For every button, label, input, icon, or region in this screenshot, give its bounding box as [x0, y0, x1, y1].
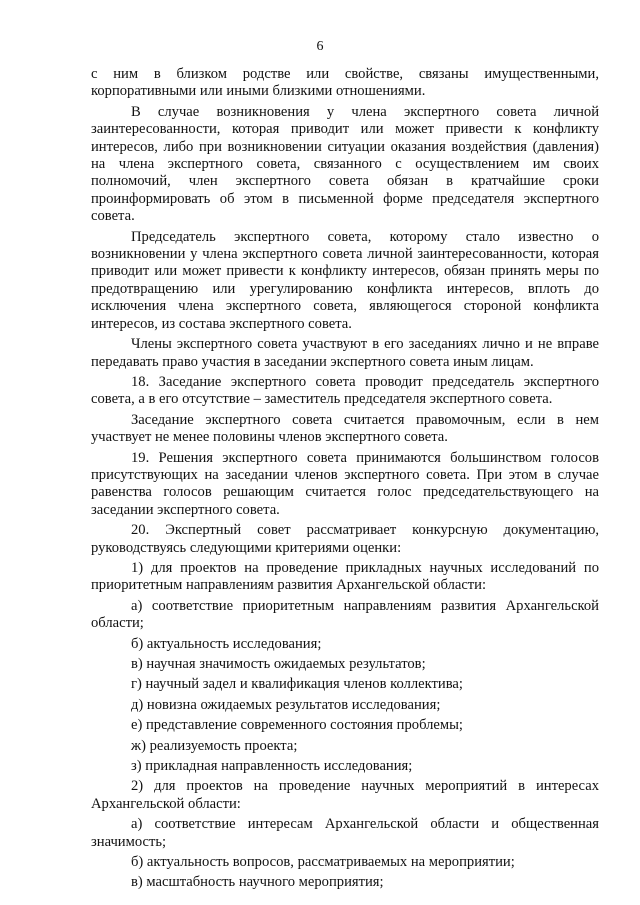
list-item: в) научная значимость ожидаемых результатов; — [131, 656, 426, 672]
document-body — [91, 66, 599, 892]
list-item: в) масштабность научного мероприятия; — [131, 874, 384, 891]
list-item: а) соответствие приоритетным направлениям развития Архангельской области; — [91, 597, 599, 632]
paragraph: с ним в близком родстве или свойстве, связаны имущественными, корпоративными или иными близкими отношениями. — [91, 66, 599, 100]
paragraph: Члены экспертного совета участвуют в его заседаниях лично и не вправе передавать право участия в заседании экспертного совета иным лицам. — [91, 336, 599, 370]
list-item: ж) реализуемость проекта; — [131, 737, 298, 754]
paragraph: Председатель экспертного совета, которому стало известно о возникновении у члена экспертного совета личной заинтересованности, которая приводит или может привести к конфликту интересов, обязан принять меры по предотвращению или урегулированию конфликта интересов, вплоть до исключения члена экспертного совета, являющегося стороной конфликта интересов, из состава экспертного совета. — [91, 228, 599, 332]
list-item: б) актуальность исследования; — [131, 635, 322, 652]
paragraph: В случае возникновения у члена экспертного совета личной заинтересованности, которая приводит или может привести к конфликту интересов, либо при возникновении ситуации оказания воздействия (давления) на члена экспертного совета, связанного с осуществлением им своих полномочий, член экспертного совета обязан в кратчайшие сроки проинформировать об этом в письменной форме председателя экспертного совета. — [91, 103, 599, 225]
list-item: е) представление современного состояния проблемы; — [131, 717, 463, 734]
list-item: з) прикладная направленность исследования; — [131, 758, 413, 775]
paragraph: Заседание экспертного совета считается правомочным, если в нем участвует не менее половины членов экспертного совета. — [91, 411, 599, 446]
paragraph: 20. Экспертный совет рассматривает конкурсную документацию, руководствуясь следующими критериями оценки: — [91, 522, 599, 556]
list-item: г) научный задел и квалификация членов коллектива; — [131, 676, 463, 693]
paragraph: 18. Заседание экспертного совета проводит председатель экспертного совета, а в его отсутствие – заместитель председателя экспертного совета. — [91, 373, 599, 408]
page-number: 6 — [316, 39, 324, 54]
list-item: а) соответствие интересам Архангельской области и общественная значимость; — [91, 816, 599, 850]
list-item: д) новизна ожидаемых результатов исследования; — [131, 696, 441, 713]
list-item: 2) для проектов на проведение научных мероприятий в интересах Архангельской области: — [91, 778, 599, 812]
list-item: б) актуальность вопросов, рассматриваемых на мероприятии; — [131, 854, 515, 871]
list-item: 1) для проектов на проведение прикладных научных исследований по приоритетным направлениям развития Архангельской области: — [91, 559, 599, 594]
paragraph: 19. Решения экспертного совета принимаются большинством голосов присутствующих на заседании членов экспертного совета. При этом в случае равенства голосов решающим считается голос председательствующего на заседании экспертного совета. — [91, 449, 599, 518]
